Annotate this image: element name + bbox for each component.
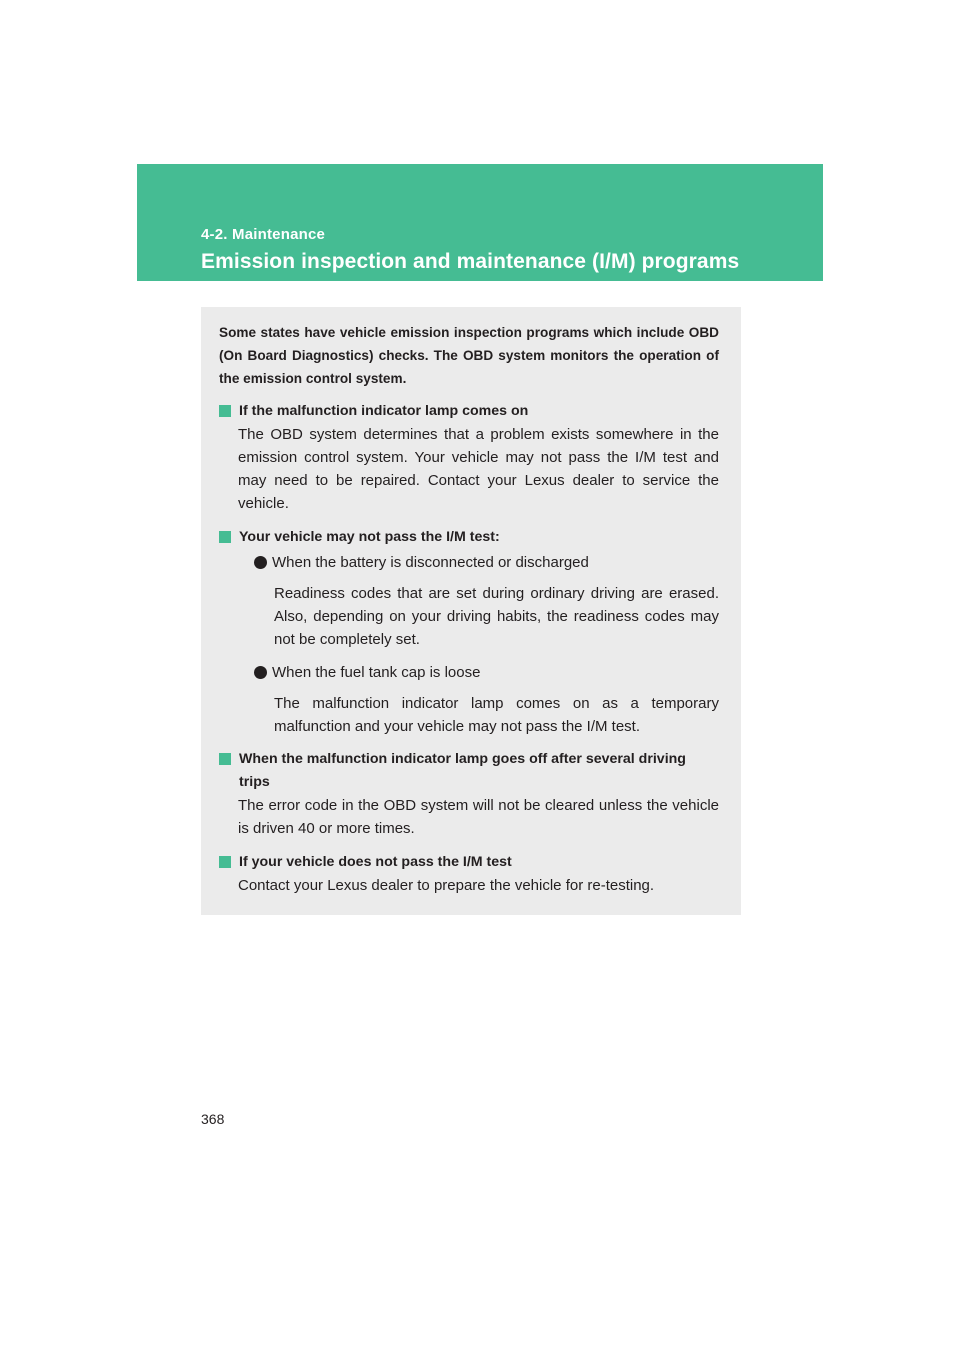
square-bullet-icon (219, 753, 231, 765)
subheading-may-not-pass: Your vehicle may not pass the I/M test: (219, 526, 719, 549)
section-label: 4-2. Maintenance (201, 226, 326, 243)
info-box (201, 307, 741, 915)
square-bullet-icon (219, 531, 231, 543)
paragraph-fuel-cap: The malfunction indicator lamp comes on as a temporary malfunction and your vehicle may not pass the I/M test. (274, 695, 719, 735)
round-bullet-icon (254, 556, 267, 569)
subheading-mil-off: When the malfunction indicator lamp goes off after several driving trips (219, 748, 719, 794)
page-title: Emission inspection and maintenance (I/M) programs (201, 250, 740, 273)
bullet-battery: When the battery is disconnected or discharged (254, 551, 719, 574)
subheading-not-pass: If your vehicle does not pass the I/M test (219, 851, 719, 874)
square-bullet-icon (219, 856, 231, 868)
intro-text: Some states have vehicle emission inspection programs which include OBD (On Board Diagnostics) checks. The OBD system monitors the operation of the emission control system. (219, 325, 719, 386)
page-number: 368 (201, 1111, 225, 1127)
chapter-header (137, 164, 823, 281)
square-bullet-icon (219, 405, 231, 417)
round-bullet-icon (254, 666, 267, 679)
subheading-mil-on: If the malfunction indicator lamp comes on (219, 400, 719, 423)
paragraph-not-pass: Contact your Lexus dealer to prepare the vehicle for re-testing. (238, 877, 655, 894)
bullet-fuel-cap: When the fuel tank cap is loose (254, 661, 719, 684)
paragraph-mil-on: The OBD system determines that a problem exists somewhere in the emission control system. Your vehicle may not pass the I/M test and may need to be repaired. Contact your Lexus dealer to service the vehicle. (238, 426, 719, 512)
paragraph-battery: Readiness codes that are set during ordinary driving are erased. Also, depending on your driving habits, the readiness codes may not be completely set. (274, 585, 719, 648)
paragraph-mil-off: The error code in the OBD system will not be cleared unless the vehicle is driven 40 or more times. (238, 797, 719, 837)
